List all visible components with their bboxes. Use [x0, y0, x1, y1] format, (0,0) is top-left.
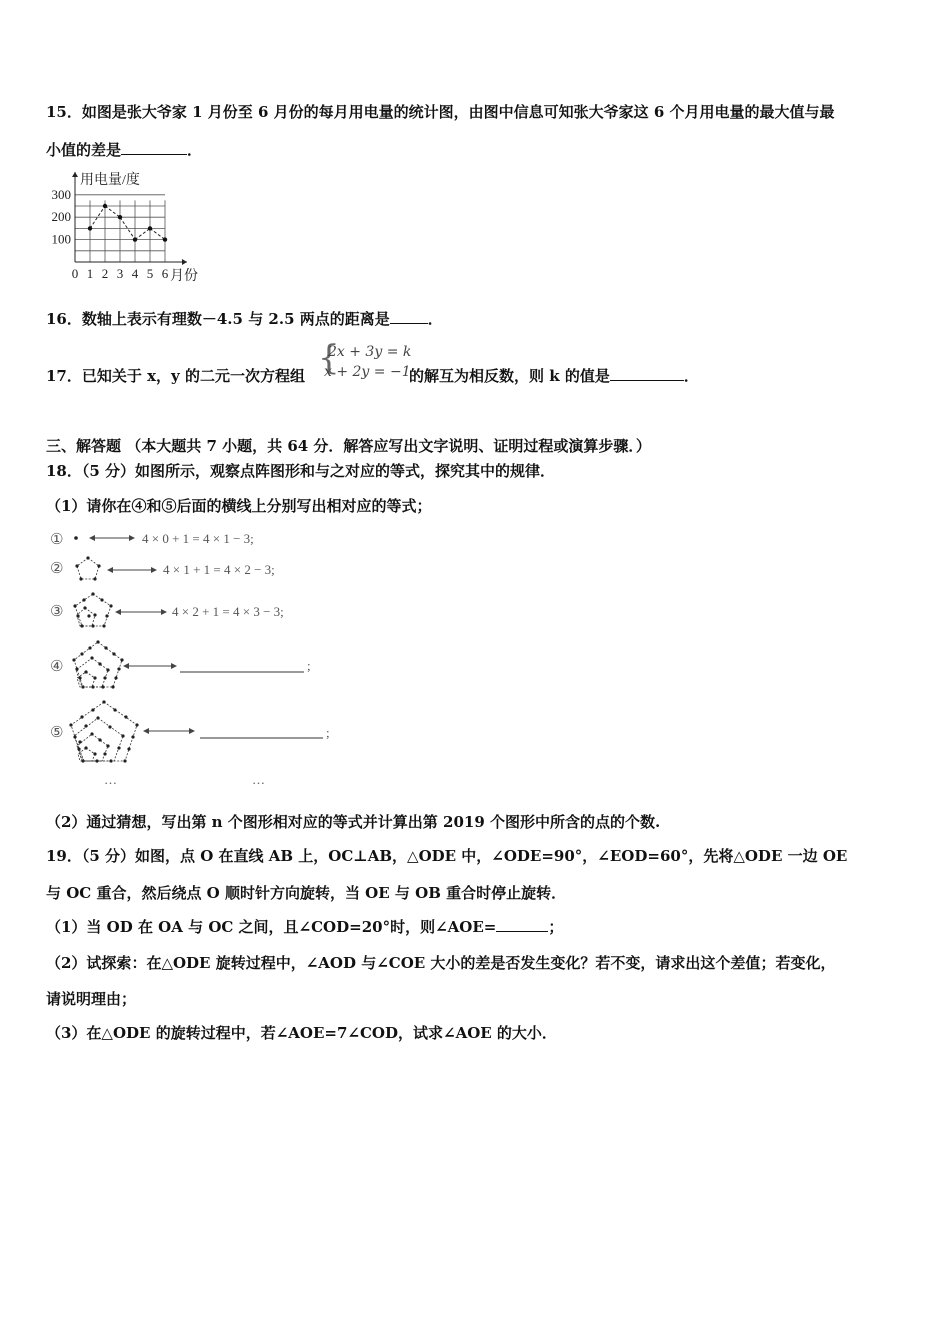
data-point — [133, 237, 137, 241]
row1-equation: 4 × 0 + 1 = 4 × 1 − 3; — [142, 531, 254, 546]
x-tick-label: 5 — [146, 266, 154, 281]
q17-equation-2: x + 2y = −1 — [324, 364, 411, 380]
q15-answer-blank[interactable] — [121, 140, 187, 155]
figure5-pentagon — [71, 702, 137, 761]
q18-part1: （1）请你在④和⑤后面的横线上分别写出相对应的等式； — [46, 497, 432, 515]
q15-suffix: ． — [187, 141, 203, 159]
chart-series — [88, 204, 167, 242]
q19-line1: 19．（5 分）如图，点 O 在直线 AB 上，OC⊥AB，△ODE 中，∠ODE=90°，∠EOD=60°，先将△ODE 一边 OE — [46, 847, 848, 865]
series-segment — [135, 228, 150, 239]
q18-title: 18．（5 分）如图所示，观察点阵图形和与之对应的等式，探究其中的规律． — [46, 462, 556, 480]
row2-equation: 4 × 1 + 1 = 4 × 2 − 3; — [163, 562, 275, 577]
ellipsis-right: … — [252, 772, 265, 787]
series-segment — [105, 206, 120, 217]
chart-ticks — [52, 187, 169, 281]
figure2-pentagon — [77, 558, 99, 579]
data-point — [88, 226, 92, 230]
data-point — [103, 204, 107, 208]
q16-answer-blank[interactable] — [390, 309, 428, 324]
x-tick-label: 1 — [86, 266, 94, 281]
q15-text-line2 — [46, 140, 202, 160]
row5-label: ⑤ — [50, 723, 64, 741]
q18-part2: （2）通过猜想，写出第 n 个图形相对应的等式并计算出第 2019 个图形中所含的点的个数. — [46, 813, 661, 831]
data-point — [148, 226, 152, 230]
q17-prefix: 17．已知关于 x，y 的二元一次方程组 — [46, 367, 305, 385]
x-tick-label: 4 — [131, 266, 139, 281]
x-tick-label: 3 — [116, 266, 124, 281]
q19-part3: （3）在△ODE 的旋转过程中，若∠AOE=7∠COD，试求∠AOE 的大小． — [46, 1024, 557, 1042]
x-tick-label: 0 — [71, 266, 79, 281]
ellipsis-left: … — [104, 772, 117, 787]
q19-answer-blank[interactable] — [496, 917, 548, 932]
row3-label: ③ — [50, 602, 64, 620]
q17-answer-blank[interactable] — [610, 366, 684, 381]
figure4-pentagon — [74, 642, 122, 687]
q19-part1-suffix: ； — [548, 918, 564, 936]
q19-part2a: （2）试探索：在△ODE 旋转过程中，∠AOD 与∠COE 大小的差是否发生变化？若不变，请求出这个差值；若变化， — [46, 954, 836, 972]
q15-text-line1: 15．如图是张大爷家 1 月份至 6 月份的每月用电量的统计图，由图中信息可知张大爷家这 6 个月用电量的最大值与最 — [46, 103, 835, 121]
x-tick-label: 6 — [161, 266, 169, 281]
section-heading: 三、解答题 （本大题共 7 小题，共 64 分．解答应写出文字说明、证明过程或演算步骤．） — [46, 437, 651, 455]
y-axis-arrow — [72, 172, 78, 177]
row4-label: ④ — [50, 657, 64, 675]
y-tick-label: 200 — [51, 209, 71, 225]
q19-part2b: 请说明理由； — [46, 990, 137, 1008]
row1-label: ① — [50, 530, 64, 548]
q15-prefix: 小值的差是 — [46, 141, 122, 159]
row5-equation: ; — [326, 725, 330, 740]
q17-suffix: 的解互为相反数，则 k 的值是 — [408, 367, 610, 385]
brace-icon: { — [318, 338, 340, 378]
y-tick-label: 300 — [51, 186, 71, 202]
q19-line2: 与 OC 重合，然后绕点 O 顺时针方向旋转，当 OE 与 OB 重合时停止旋转． — [46, 884, 567, 902]
q16-prefix: 16．数轴上表示有理数－4.5 与 2.5 两点的距离是 — [46, 310, 390, 328]
chart-x-axis-label: 月份 — [170, 269, 198, 284]
series-segment — [150, 228, 165, 239]
x-tick-label: 2 — [101, 266, 109, 281]
q16-suffix: ． — [427, 310, 443, 328]
y-tick-label: 100 — [51, 231, 71, 247]
dot-pattern-figures — [0, 520, 400, 790]
figure1-dot — [74, 536, 78, 540]
chart-y-axis-label: 用电量/度 — [80, 173, 140, 188]
q17-equation-system — [318, 338, 422, 384]
q17-equation-1: 2x + 3y = k — [328, 344, 412, 360]
figure3-pentagon — [75, 594, 111, 626]
row2-label: ② — [50, 559, 64, 577]
row3-equation: 4 × 2 + 1 = 4 × 3 − 3; — [172, 604, 284, 619]
q16-text — [46, 309, 443, 329]
data-point — [163, 237, 167, 241]
row4-equation: ; — [307, 658, 311, 673]
x-axis-arrow — [182, 259, 187, 265]
data-point — [118, 215, 122, 219]
electricity-usage-chart — [40, 168, 215, 286]
q19-part1-prefix: （1）当 OD 在 OA 与 OC 之间，且∠COD=20°时，则∠AOE= — [46, 918, 497, 936]
q17-end: ． — [683, 367, 699, 385]
q19-part1 — [46, 917, 563, 937]
